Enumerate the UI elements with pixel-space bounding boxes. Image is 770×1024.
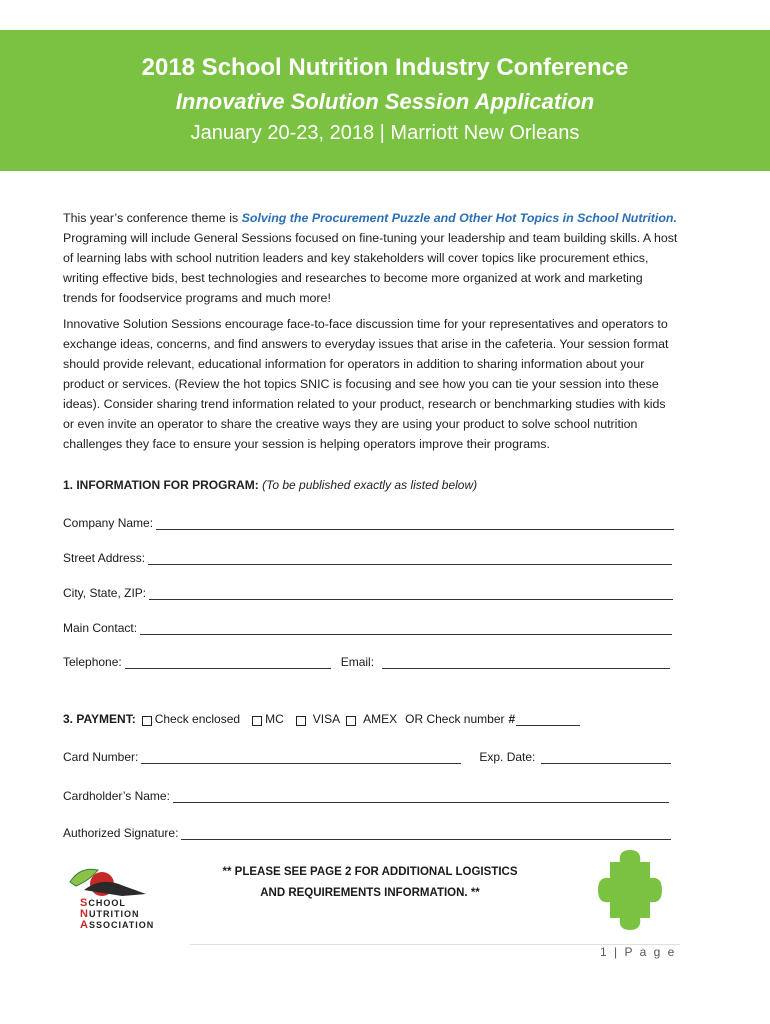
- email-label: Email:: [340, 655, 375, 669]
- visa-checkbox[interactable]: [296, 716, 306, 726]
- main-contact-row: [63, 621, 672, 635]
- amex-checkbox[interactable]: [346, 716, 356, 726]
- exp-date-field[interactable]: [541, 751, 671, 764]
- mc-checkbox[interactable]: [252, 716, 262, 726]
- cardholder-field[interactable]: [173, 790, 669, 803]
- logo-word-association: SSOCIATION: [88, 920, 155, 930]
- telephone-email-row: [63, 655, 670, 669]
- note-line-1: ** PLEASE SEE PAGE 2 FOR ADDITIONAL LOGISTICS: [222, 866, 518, 878]
- company-name-field[interactable]: [156, 517, 674, 530]
- section-1-heading: [63, 478, 477, 492]
- city-state-zip-field[interactable]: [149, 587, 673, 600]
- page-number: 1 | P a g e: [600, 945, 677, 959]
- payment-row: [63, 712, 580, 726]
- amex-label: AMEX: [363, 712, 398, 726]
- card-number-label: Card Number:: [63, 750, 139, 764]
- sna-logo-text: [80, 898, 154, 931]
- main-contact-field[interactable]: [140, 622, 672, 635]
- main-contact-label: Main Contact:: [63, 621, 138, 635]
- application-subtitle: Innovative Solution Session Application: [175, 89, 595, 114]
- signature-row: [63, 826, 671, 840]
- company-name-label: Company Name:: [63, 516, 154, 530]
- intro-paragraph-2: Innovative Solution Sessions encourage face-to-face discussion time for your representatives and operators to exchange ideas, concerns, and find answers to everyday issues that arise in the cafeteria. Your session format should provide relevant, educational information for operators in addition to sharing information about your product or services. (Review the hot topics SNIC is focusing and see how you can tie your session into these ideas). Consider sharing trend information related to your product, research or benchmarking studies with kids or even invite an operator to share the creative ways they are using your product to solve school nutrition challenges they face to ensure your session is helping operators improve their programs.: [63, 317, 669, 451]
- conference-title: 2018 School Nutrition Industry Conference: [141, 54, 629, 81]
- logo-letter-a: A: [80, 919, 89, 931]
- check-number-hash: #: [508, 712, 516, 726]
- cardholder-label: Cardholder’s Name:: [63, 789, 170, 803]
- section-3-title: 3. PAYMENT:: [63, 712, 136, 726]
- logo-letter-n: N: [80, 908, 89, 920]
- card-number-row: [63, 750, 671, 764]
- intro-rest: Programing will include General Sessions focused on fine-tuning your leadership and team building skills. A host of learning labs with school nutrition leaders and key stakeholders will cover topics like procurement ethics, writing effective bids, best technologies and researches to become more organized at work and marketing trends for foodservice programs and much more!: [63, 231, 678, 305]
- conference-dates: January 20-23, 2018 | Marriott New Orleans: [190, 122, 580, 144]
- city-state-zip-label: City, State, ZIP:: [63, 586, 147, 600]
- puzzle-piece-icon: [588, 848, 672, 932]
- cardholder-row: [63, 789, 669, 803]
- check-number-field[interactable]: [516, 713, 580, 726]
- section-1-note: (To be published exactly as listed below): [262, 478, 478, 492]
- check-number-label: OR Check number: [405, 712, 505, 726]
- logo-word-school: CHOOL: [88, 898, 126, 908]
- intro-paragraph-1: [63, 208, 678, 308]
- street-address-field[interactable]: [148, 552, 672, 565]
- section-1-title: 1. INFORMATION FOR PROGRAM:: [63, 478, 259, 492]
- telephone-label: Telephone:: [63, 655, 122, 669]
- note-line-2: AND REQUIREMENTS INFORMATION. **: [260, 887, 480, 899]
- company-name-row: [63, 516, 674, 530]
- mc-label: MC: [265, 712, 284, 726]
- intro-text: [63, 208, 678, 460]
- city-state-zip-row: [63, 586, 673, 600]
- logo-letter-s: S: [80, 897, 89, 909]
- street-address-row: [63, 551, 672, 565]
- signature-field[interactable]: [181, 827, 671, 840]
- email-field[interactable]: [382, 656, 670, 669]
- card-number-field[interactable]: [141, 751, 461, 764]
- street-address-label: Street Address:: [63, 551, 146, 565]
- signature-label: Authorized Signature:: [63, 826, 179, 840]
- logo-word-nutrition: UTRITION: [88, 909, 140, 919]
- visa-label: VISA: [312, 712, 341, 726]
- exp-date-label: Exp. Date:: [479, 750, 536, 764]
- additional-info-note: [200, 862, 540, 904]
- check-enclosed-checkbox[interactable]: [142, 716, 152, 726]
- telephone-field[interactable]: [125, 656, 331, 669]
- header-banner: [0, 30, 770, 171]
- check-enclosed-label: Check enclosed: [154, 712, 241, 726]
- conference-theme: Solving the Procurement Puzzle and Other Hot Topics in School Nutrition.: [241, 211, 677, 225]
- intro-lead: This year’s conference theme is: [63, 211, 242, 225]
